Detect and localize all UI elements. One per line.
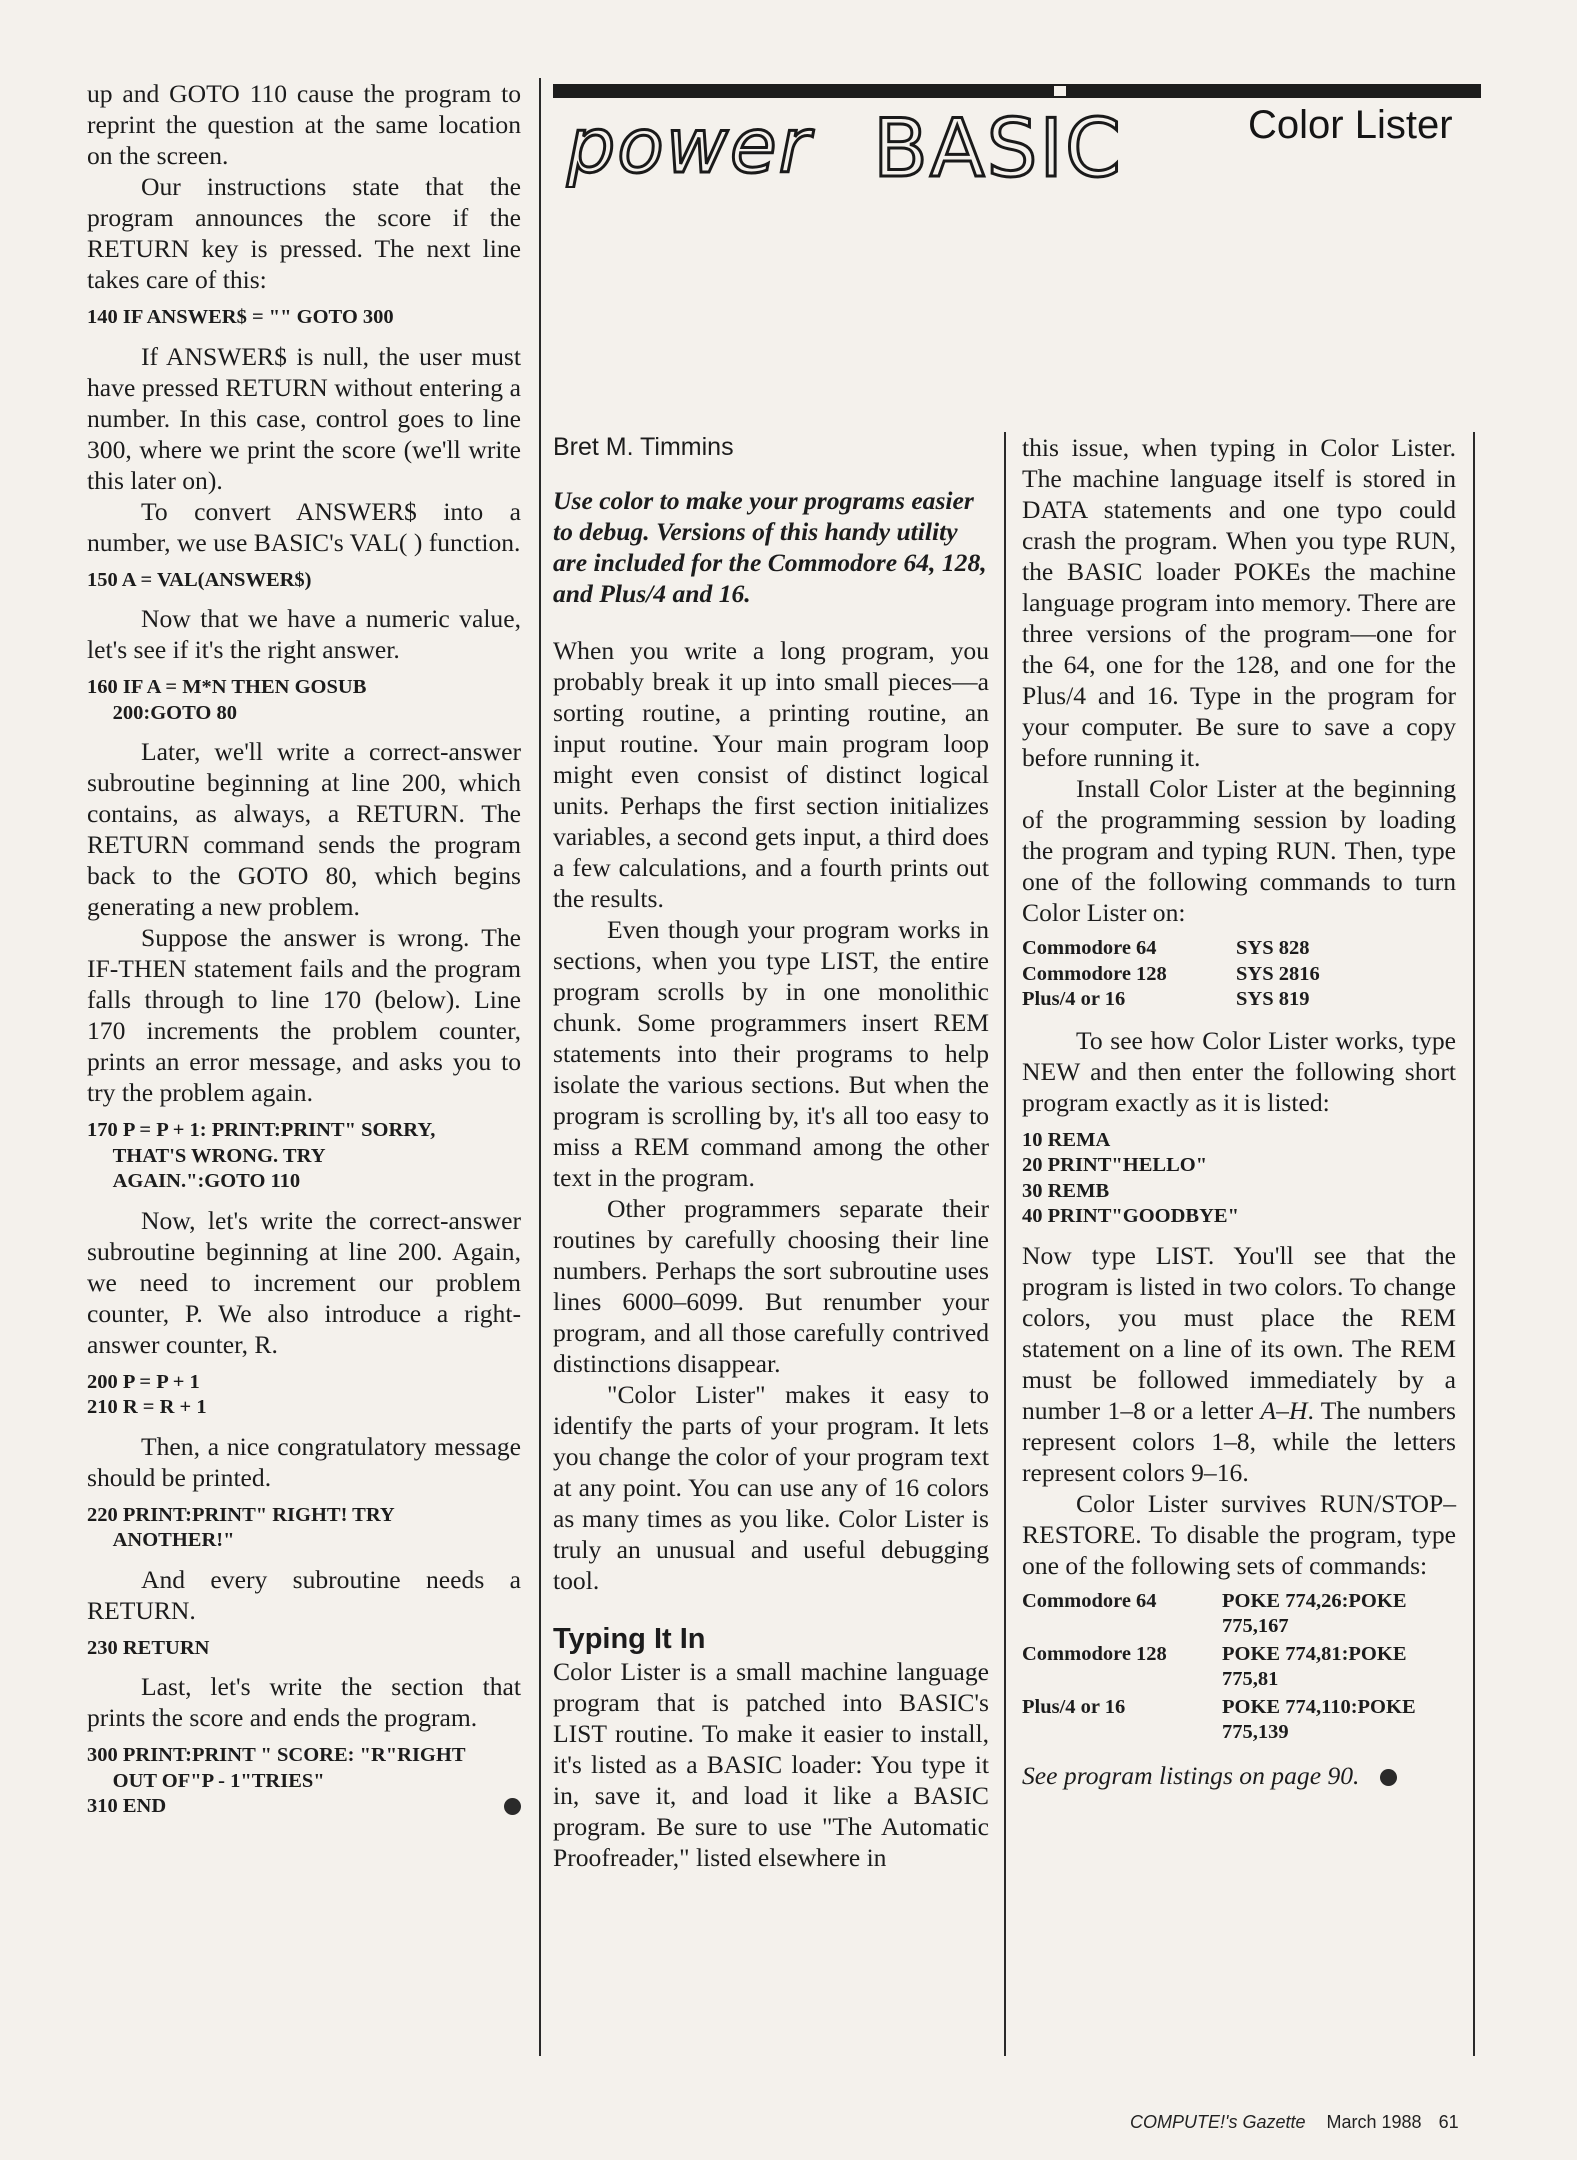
page-footer (1130, 2112, 1459, 2133)
paragraph: "Color Lister" makes it easy to identify the parts of your program. It lets you change the color of your program text at any point. You can use any of 16 colors as many times as you like. Color Lister is truly an unusual and useful debugging tool. (553, 1380, 989, 1595)
paragraph: Even though your program works in sections, when you type LIST, the entire program scrolls by in one monolithic chunk. Some programmers insert REM statements into their programs to help isolate the various sections. But when the program is scrolling by, it's all too easy to miss a REM command among the other text in the program. (553, 915, 989, 1192)
middle-column (553, 432, 989, 1873)
paragraph: Now, let's write the correct-answer subroutine beginning at line 200. Again, we need to increment our problem counter, P. We also introduce a right-answer counter, R. (87, 1205, 521, 1359)
machine-cell: Commodore 64 (1022, 937, 1157, 959)
column-divider-left (539, 78, 541, 2056)
paragraph: Then, a nice congratulatory message should be printed. (87, 1431, 521, 1492)
logo-word-power: power (567, 102, 812, 188)
table-row (1022, 987, 1320, 1013)
lede: Use color to make your programs easier to debug. Versions of this handy utility are included for the Commodore 64, 128, and Plus/4 and 16. (553, 486, 987, 608)
code-line-310-row (87, 1794, 521, 1820)
article-title: Color Lister (1248, 103, 1453, 147)
code-line-220: 220 PRINT:PRINT" RIGHT! TRY ANOTHER!" (87, 1503, 395, 1551)
code-lines-200-210: 200 P = P + 1 210 R = R + 1 (87, 1370, 207, 1418)
column-divider-right (1473, 432, 1475, 2056)
paragraph: Color Lister survives RUN/STOP–RESTORE. To disable the program, type one of the following sets of commands: (1022, 1488, 1456, 1580)
see-listings-text: See program listings on page 90. (1022, 1760, 1360, 1790)
table-row (1022, 1589, 1456, 1642)
paragraph: Install Color Lister at the beginning of the programming session by loading the program and typing RUN. Then, type one of the following commands to turn Color Lister on: (1022, 774, 1456, 927)
paragraph: Later, we'll write a correct-answer subroutine beginning at line 200, which contains, as always, a RETURN. The RETURN command sends the program back to the GOTO 80, which begins generating a new problem. (87, 737, 521, 921)
table-row (1022, 1695, 1456, 1748)
paragraph (1022, 1240, 1456, 1488)
paragraph: To convert ANSWER$ into a number, we use BASIC's VAL( ) function. (87, 496, 521, 557)
paragraph: this issue, when typing in Color Lister. The machine language itself is stored in DATA statements and one typo could crash the program. When you type RUN, the BASIC loader POKEs the machine language program into memory. There are three versions of the program—one for the 64, one for the 128, and one for the Plus/4 and 16. Type in the program for your computer. Be sure to save a copy before running it. (1022, 433, 1456, 772)
table-row (1022, 962, 1320, 988)
paragraph: up and GOTO 110 cause the program to reprint the question at the same location on the screen. (87, 79, 521, 170)
paragraph: When you write a long program, you probably break it up into small pieces—a sorting routine, a printing routine, an input routine. Your main program loop might even consist of distinct logical units. Perhaps the first section initializes variables, a second gets input, a third does a few calculations, and a fourth prints out the results. (553, 636, 989, 913)
column-divider-middle (1004, 432, 1006, 2056)
example-program: 10 REMA 20 PRINT"HELLO" 30 REMB 40 PRINT"GOODBYE" (1022, 1128, 1239, 1227)
left-column (87, 78, 521, 1830)
paragraph: To see how Color Lister works, type NEW and then enter the following short program exactly as it is listed: (1022, 1025, 1456, 1117)
paragraph: Color Lister is a small machine language program that is patched into BASIC's LIST routine. To make it easier to install, it's listed as a BASIC loader: You type it in, save it, and load it like a BASIC program. Be sure to use "The Automatic Proofreader," listed elsewhere in (553, 1657, 989, 1872)
code-line-140: 140 IF ANSWER$ = "" GOTO 300 (87, 306, 394, 328)
letter-range: A–H (1260, 1395, 1308, 1425)
code-line-150: 150 A = VAL(ANSWER$) (87, 568, 312, 591)
code-line-230: 230 RETURN (87, 1636, 210, 1659)
paragraph: And every subroutine needs a RETURN. (87, 1564, 521, 1625)
table-row (1022, 936, 1320, 962)
machine-cell: Plus/4 or 16 (1022, 1695, 1126, 1718)
machine-cell: Commodore 64 (1022, 1589, 1157, 1612)
page-number: 61 (1438, 2112, 1459, 2132)
header-banner-box (1052, 84, 1068, 98)
sys-command-table (1022, 936, 1320, 1013)
paragraph-text: Now type LIST. You'll see that the program is listed in two colors. To change colors, you must place the REM statement on a line of its own. The REM must be followed immediately by a number 1–8 or a letter (1022, 1240, 1456, 1425)
command-cell: POKE 774,26:POKE 775,167 (1222, 1589, 1407, 1637)
paragraph: Last, let's write the section that prints the score and ends the program. (87, 1672, 521, 1732)
machine-cell: Plus/4 or 16 (1022, 988, 1126, 1010)
poke-command-table (1022, 1589, 1456, 1748)
right-column (1022, 432, 1456, 1791)
command-cell: SYS 828 (1236, 937, 1310, 959)
end-mark-icon (1380, 1769, 1397, 1786)
machine-cell: Commodore 128 (1022, 1642, 1167, 1665)
code-line-160: 160 IF A = M*N THEN GOSUB 200:GOTO 80 (87, 676, 367, 724)
code-line-300: 300 PRINT:PRINT " SCORE: "R"RIGHT OUT OF"P - 1"TRIES" (87, 1744, 466, 1792)
paragraph-text: . The numbers represent colors 1–8, while the letters represent colors 9–16. (1022, 1395, 1456, 1487)
command-cell: SYS 2816 (1236, 962, 1320, 985)
command-cell: POKE 774,81:POKE 775,81 (1222, 1642, 1407, 1690)
paragraph: Our instructions state that the program announces the score if the RETURN key is pressed. The next line takes care of this: (87, 172, 521, 294)
byline: Bret M. Timmins (553, 433, 734, 461)
logo-word-basic: BASIC (873, 102, 1123, 188)
paragraph: Other programmers separate their routines by carefully choosing their line numbers. Perhaps the sort subroutine uses lines 6000–6099. But renumber your program, and all those carefully contrived distinctions disappear. (553, 1194, 989, 1378)
paragraph: Now that we have a numeric value, let's see if it's the right answer. (87, 604, 521, 664)
power-basic-logo (565, 102, 1145, 188)
machine-cell: Commodore 128 (1022, 962, 1167, 985)
table-row (1022, 1642, 1456, 1695)
issue-date: March 1988 (1326, 2112, 1422, 2132)
section-heading: Typing It In (553, 1623, 706, 1655)
magazine-name: COMPUTE!'s Gazette (1130, 2112, 1306, 2132)
command-cell: SYS 819 (1236, 988, 1310, 1010)
command-cell: POKE 774,110:POKE 775,139 (1222, 1695, 1416, 1743)
code-line-310: 310 END (87, 1795, 167, 1817)
paragraph: Suppose the answer is wrong. The IF-THEN statement fails and the program falls through to line 170 (below). Line 170 increments the problem counter, prints an error message, and asks you to try the problem again. (87, 923, 521, 1107)
header-banner (553, 84, 1481, 98)
end-mark-icon (504, 1798, 521, 1815)
paragraph: If ANSWER$ is null, the user must have pressed RETURN without entering a number. In this case, control goes to line 300, where we print the score (we'll write this later on). (87, 341, 521, 495)
code-line-170: 170 P = P + 1: PRINT:PRINT" SORRY, THAT'S WRONG. TRY AGAIN.":GOTO 110 (87, 1119, 436, 1192)
see-listings-note (1022, 1760, 1456, 1791)
